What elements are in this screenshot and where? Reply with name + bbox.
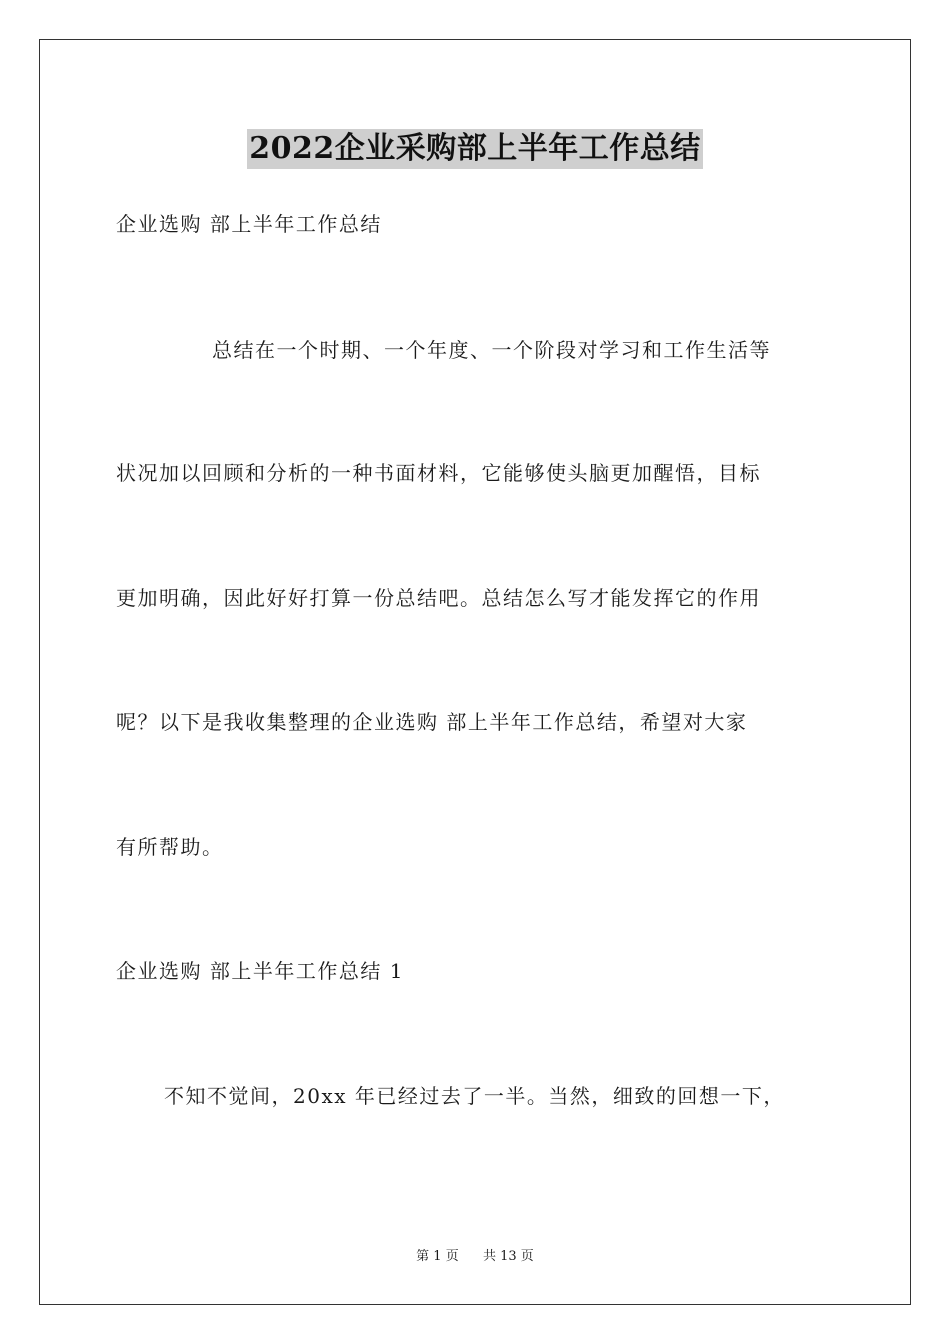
page-current: 第 1 页 — [416, 1249, 459, 1264]
intro-line-3: 更加明确，因此好好打算一份总结吧。总结怎么写才能发挥它的作用 — [116, 586, 761, 610]
intro-line-4: 呢？以下是我收集整理的企业选购 部上半年工作总结，希望对大家 — [116, 710, 748, 734]
intro-line-2: 状况加以回顾和分析的一种书面材料，它能够使头脑更加醒悟，目标 — [116, 461, 761, 485]
page-footer — [0, 1248, 950, 1266]
intro-line-1: 总结在一个时期、一个年度、一个阶段对学习和工作生活等 — [212, 338, 771, 362]
document-subtitle: 企业选购 部上半年工作总结 — [116, 212, 382, 236]
section-heading: 企业选购 部上半年工作总结 1 — [116, 959, 404, 983]
body-line-1: 不知不觉间，20xx 年已经过去了一半。当然，细致的回想一下， — [164, 1084, 785, 1108]
intro-line-5: 有所帮助。 — [116, 835, 224, 859]
document-title-text: 2022企业采购部上半年工作总结 — [247, 129, 703, 169]
page-total: 共 13 页 — [483, 1249, 534, 1264]
document-title — [0, 128, 950, 169]
